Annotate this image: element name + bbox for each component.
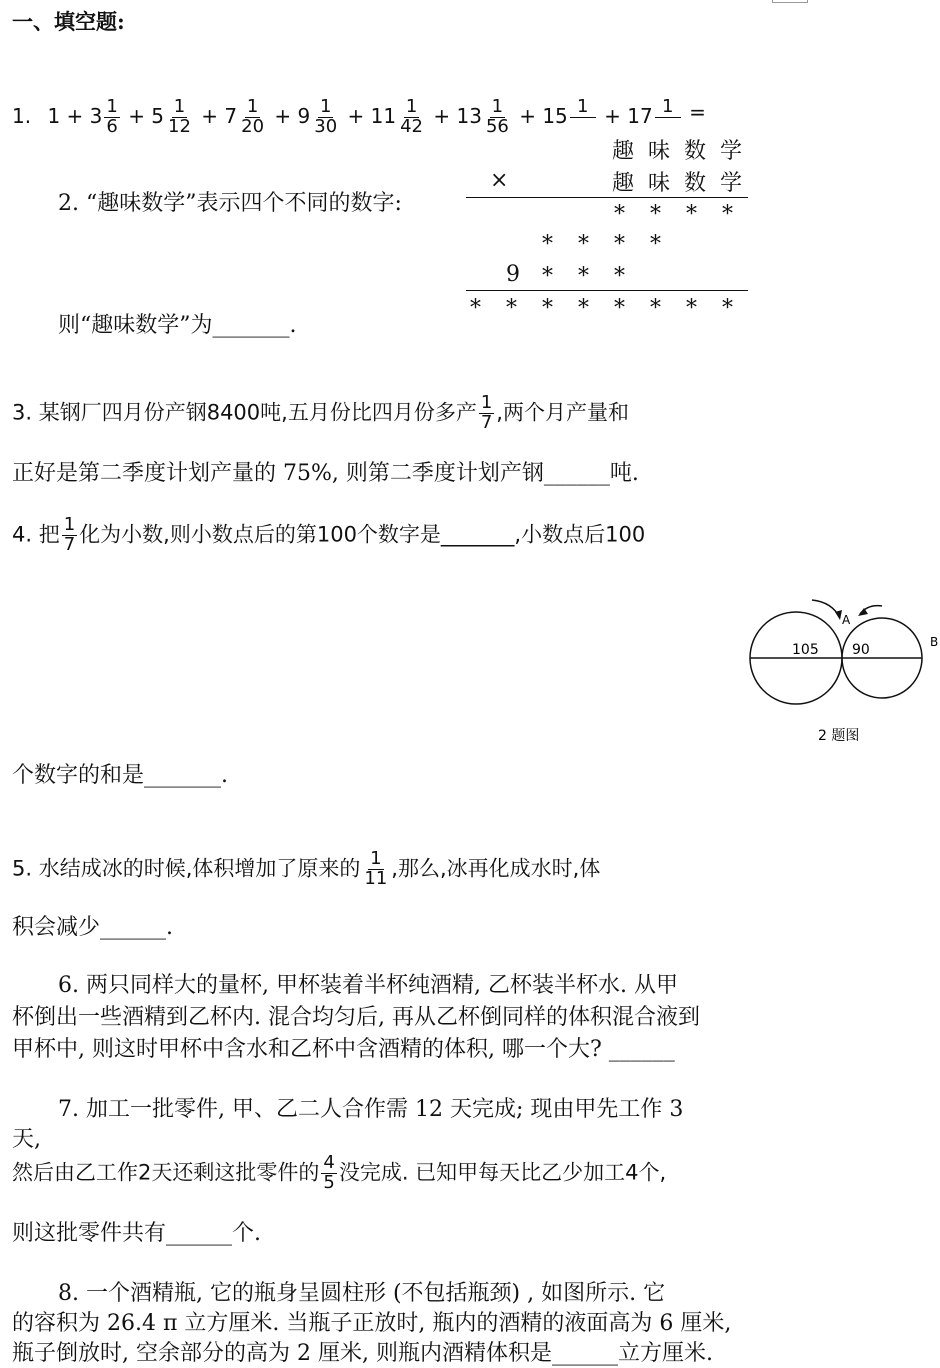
q1-term: 1 + 3 $\frac{1}{6}$ bbox=[47, 96, 118, 137]
puzzle-star: * bbox=[578, 296, 589, 321]
puzzle-star: * bbox=[650, 232, 661, 257]
puzzle-star: * bbox=[722, 296, 733, 321]
q4-line2: 个数字的和是_______. bbox=[12, 763, 228, 788]
q1-term: + 11 $\frac{1}{42}$ bbox=[347, 96, 423, 137]
q8-line: 8. 一个酒精瓶, 它的瓶身呈圆柱形 (不包括瓶颈) , 如图所示. 它 bbox=[58, 1281, 666, 1306]
puzzle-star: * bbox=[470, 296, 481, 321]
q6-line: 杯倒出一些酒精到乙杯内. 混合均匀后, 再从乙杯倒同样的体积混合液到 bbox=[12, 1005, 700, 1030]
point-b-label: B bbox=[930, 635, 939, 649]
puzzle-star: * bbox=[578, 264, 589, 289]
q4-line1: 4. 把 $\frac{1}{7}$ 化为小数,则小数点后的第100个数字是_______,小数点后100 bbox=[12, 514, 646, 555]
q6-line: 甲杯中, 则这时甲杯中含水和乙杯中含酒精的体积, 哪一个大? ______ bbox=[12, 1037, 675, 1062]
puzzle-star: * bbox=[686, 296, 697, 321]
q1-term: + 17 1 bbox=[604, 104, 683, 128]
two-circles-figure bbox=[740, 590, 940, 760]
q6-line: 6. 两只同样大的量杯, 甲杯装着半杯纯酒精, 乙杯装半杯水. 从甲 bbox=[58, 973, 678, 998]
q7-line2: 天, bbox=[12, 1127, 41, 1152]
puzzle-star: * bbox=[614, 296, 625, 321]
puzzle-star: * bbox=[542, 232, 553, 257]
q2-answer-line: 则“趣味数学”为_______. bbox=[58, 313, 297, 338]
puzzle-star: * bbox=[650, 202, 661, 227]
q1-equals: = bbox=[689, 99, 706, 124]
section-title: 一、填空题: bbox=[12, 9, 125, 34]
puzzle-star: * bbox=[578, 232, 589, 257]
q7-line3: 然后由乙工作2天还剩这批零件的 $\frac{4}{5}$ 没完成. 已知甲每天比乙少加工4个, bbox=[12, 1152, 667, 1193]
puzzle-char: 趣 bbox=[612, 171, 635, 196]
puzzle-char: 学 bbox=[720, 171, 743, 196]
puzzle-char: 学 bbox=[720, 139, 743, 164]
puzzle-star: * bbox=[614, 232, 625, 257]
puzzle-digit: 9 bbox=[506, 262, 520, 287]
q1-term: + 5 $\frac{1}{12}$ bbox=[128, 96, 191, 137]
q3-line2: 正好是第二季度计划产量的 75%, 则第二季度计划产钢______吨. bbox=[12, 461, 639, 486]
q1-number: 1. bbox=[12, 103, 32, 128]
puzzle-star: * bbox=[650, 296, 661, 321]
puzzle-star: * bbox=[542, 296, 553, 321]
q5-line1: 5. 水结成冰的时候,体积增加了原来的 $\frac{1}{11}$ ,那么,冰再化成水时,体 bbox=[12, 848, 601, 889]
q8-line: 的容积为 26.4 π 立方厘米. 当瓶子正放时, 瓶内的酒精的液面高为 6 厘米, bbox=[12, 1311, 732, 1336]
puzzle-char: 趣 bbox=[612, 139, 635, 164]
q1-term: + 7 $\frac{1}{20}$ bbox=[201, 96, 265, 137]
puzzle-char: 味 bbox=[648, 171, 671, 196]
puzzle-rule bbox=[466, 290, 748, 291]
puzzle-char: 数 bbox=[684, 139, 707, 164]
puzzle-star: * bbox=[542, 264, 553, 289]
puzzle-star: * bbox=[614, 202, 625, 227]
question-1 bbox=[12, 98, 706, 137]
puzzle-star: * bbox=[506, 296, 517, 321]
q8-line: 瓶子倒放时, 空余部分的高为 2 厘米, 则瓶内酒精体积是______立方厘米. bbox=[12, 1341, 713, 1366]
times-sign: × bbox=[490, 168, 509, 193]
puzzle-star: * bbox=[722, 202, 733, 227]
puzzle-star: * bbox=[614, 264, 625, 289]
q1-term: + 13 $\frac{1}{56}$ bbox=[433, 96, 509, 137]
left-value: 105 bbox=[792, 642, 819, 658]
figure-caption: 2 题图 bbox=[818, 728, 860, 744]
q1-term: + 15 1 bbox=[519, 104, 598, 128]
q7-line1: 7. 加工一批零件, 甲、乙二人合作需 12 天完成; 现由甲先工作 3 bbox=[58, 1097, 684, 1122]
puzzle-char: 味 bbox=[648, 139, 671, 164]
q3-line1: 3. 某钢厂四月份产钢8400吨,五月份比四月份多产 $\frac{1}{7}$ ,两个月产量和 bbox=[12, 392, 629, 433]
q2-text: 2. “趣味数学”表示四个不同的数字: bbox=[58, 191, 402, 216]
arrow-left-icon bbox=[812, 600, 840, 618]
puzzle-star: * bbox=[686, 202, 697, 227]
puzzle-rule bbox=[466, 197, 748, 198]
right-value: 90 bbox=[852, 642, 870, 658]
point-a-label: A bbox=[842, 613, 851, 627]
q1-term: + 9 $\frac{1}{30}$ bbox=[274, 96, 338, 137]
q5-line2: 积会减少______. bbox=[12, 915, 173, 940]
q7-line4: 则这批零件共有______个. bbox=[12, 1221, 261, 1246]
puzzle-char: 数 bbox=[684, 171, 707, 196]
top-edge-mark bbox=[772, 0, 808, 3]
